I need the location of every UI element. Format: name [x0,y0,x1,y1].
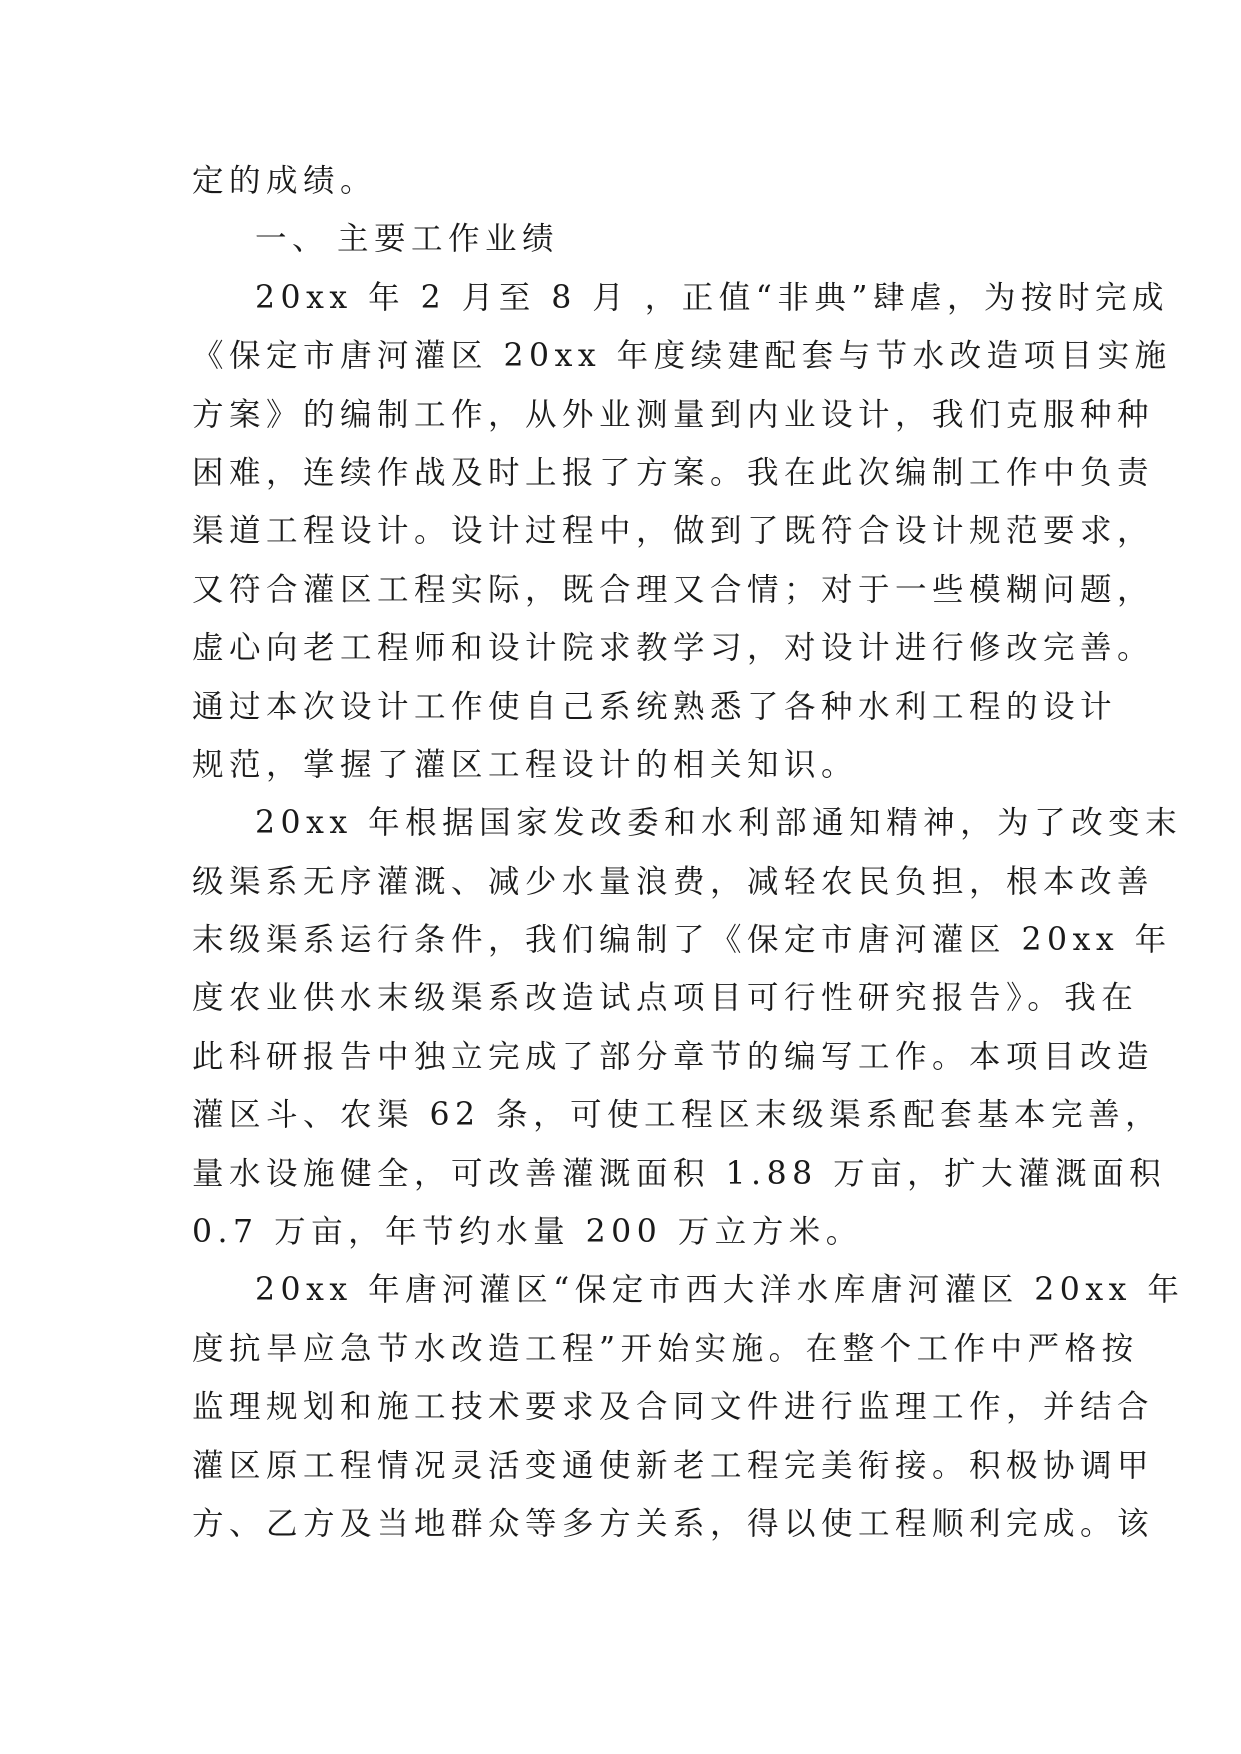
text-line: 方、乙方及当地群众等多方关系，得以使工程顺利完成。该 [192,1505,1155,1542]
text-line: 渠道工程设计。设计过程中，做到了既符合设计规范要求， [192,513,1155,550]
paragraph-2 [192,794,1183,1261]
text-line: 又符合灌区工程实际，既合理又合情；对于一些模糊问题， [192,571,1155,608]
section-number: 一、 [255,221,330,258]
text-line: 虚心向老工程师和设计院求教学习，对设计进行修改完善。 [192,630,1155,667]
text-line: 通过本次设计工作使自己系统熟悉了各种水利工程的设计 [192,688,1118,725]
text-line: 0.7 万亩，年节约水量 200 万立方米。 [192,1214,863,1251]
section-heading [192,210,1062,268]
text-line: 此科研报告中独立完成了部分章节的编写工作。本项目改造 [192,1038,1155,1075]
paragraph-1 [192,269,1172,795]
text-line: 定的成绩。 [192,163,378,199]
text-line: 级渠系无序灌溉、减少水量浪费，减轻农民负担，根本改善 [192,863,1155,900]
paragraph-3 [192,1261,1185,1553]
text-line: 规范，掌握了灌区工程设计的相关知识。 [192,746,859,783]
text-line: 方案》的编制工作，从外业测量到内业设计，我们克服种种 [192,396,1155,433]
text-line: 末级渠系运行条件，我们编制了《保定市唐河灌区 20xx 年 [192,922,1172,959]
text-line: 监理规划和施工技术要求及合同文件进行监理工作，并结合 [192,1389,1155,1426]
text-line: 20xx 年唐河灌区“保定市西大洋水库唐河灌区 20xx 年 [255,1272,1185,1309]
text-line: 20xx 年根据国家发改委和水利部通知精神，为了改变末 [255,805,1183,842]
text-line: 度农业供水末级渠系改造试点项目可行性研究报告》。我在 [192,980,1139,1017]
text-line: 灌区原工程情况灵活变通使新老工程完美衔接。积极协调甲 [192,1447,1155,1484]
text-line: 20xx 年 2 月至 8 月 ，正值“非典”肆虐，为按时完成 [255,279,1169,316]
text-line: 困难，连续作战及时上报了方案。我在此次编制工作中负责 [192,454,1155,491]
document-body [192,152,1185,1553]
text-line: 量水设施健全，可改善灌溉面积 1.88 万亩，扩大灌溉面积 [192,1155,1167,1192]
text-line: 度抗旱应急节水改造工程”开始实施。在整个工作中严格按 [192,1330,1139,1367]
text-line: 《保定市唐河灌区 20xx 年度续建配套与节水改造项目实施 [192,338,1172,375]
text-line: 灌区斗、农渠 62 条，可使工程区末级渠系配套基本完善， [192,1097,1163,1134]
section-title: 主要工作业绩 [337,221,560,258]
